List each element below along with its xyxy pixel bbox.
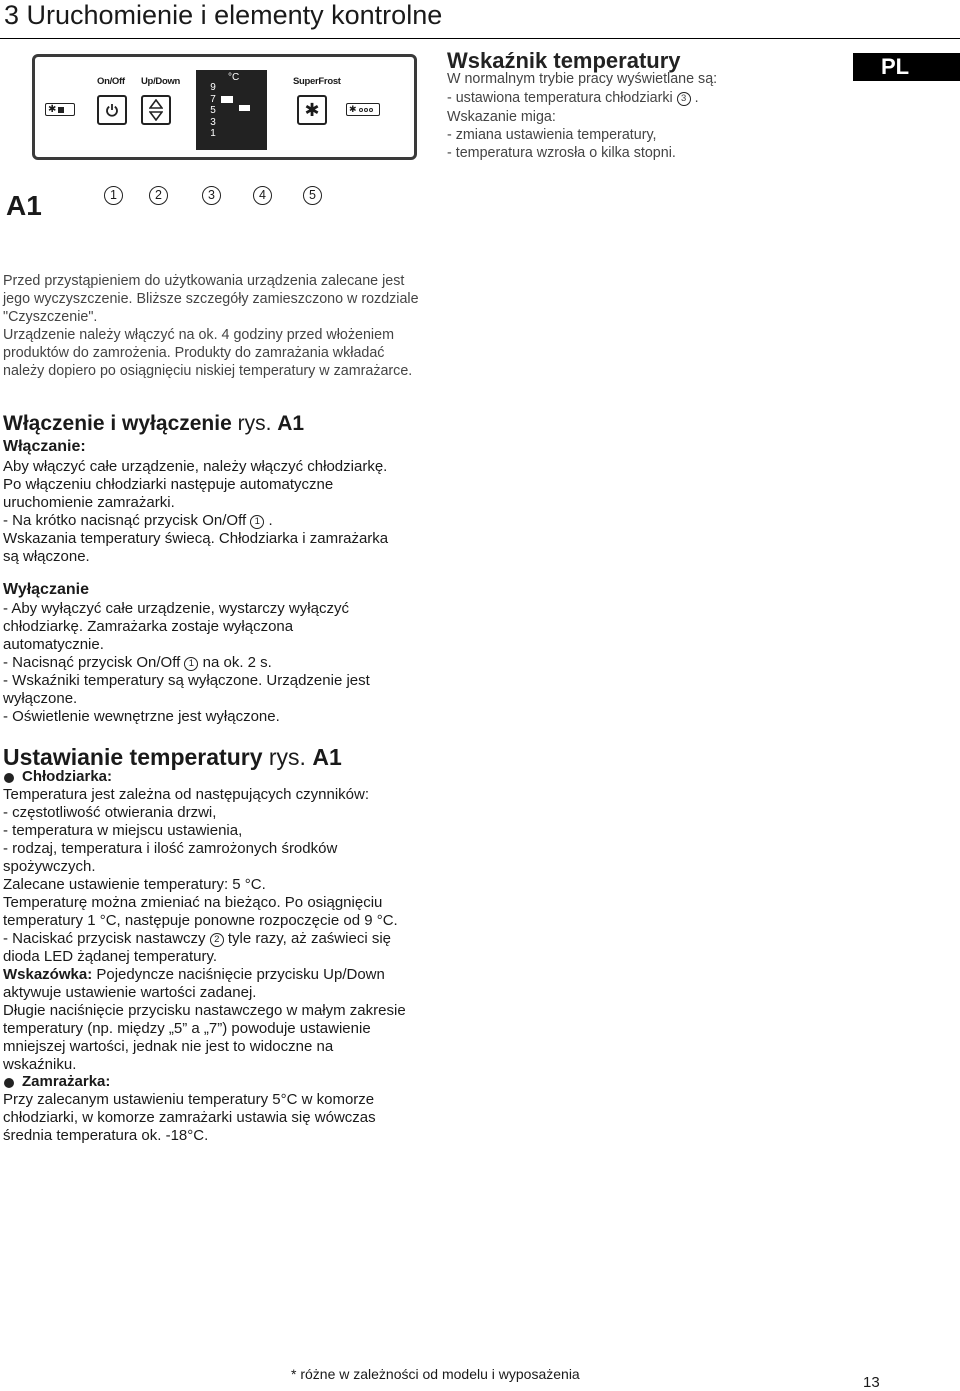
body-line: - Na krótko nacisnąć przycisk On/Off 1 . <box>3 512 273 529</box>
body-line: - częstotliwość otwierania drzwi, <box>3 804 217 821</box>
body-line: temperatury (np. między „5” a „7”) powoduje ustawienie <box>3 1020 371 1037</box>
ref-circle: 1 <box>184 657 198 671</box>
tip-line <box>3 966 385 984</box>
superfrost-button <box>297 95 327 125</box>
figure-label: A1 <box>6 190 42 221</box>
freezer-subheading: Zamrażarka: <box>22 1073 111 1090</box>
temperature-display <box>196 70 267 150</box>
body-line-text: - Naciskać przycisk nastawczy <box>3 930 206 947</box>
body-line: Temperatura jest zależna od następujących czynników: <box>3 786 370 803</box>
led-indicator <box>239 105 250 111</box>
callout-3: 3 <box>202 186 221 205</box>
body-line: temperatury 1 °C, następuje ponowne rozpoczęcie od 9 °C. <box>3 912 398 929</box>
body-line: chłodziarkę. Zamrażarka zostaje wyłączona <box>3 618 294 635</box>
temperature-scale <box>208 82 218 140</box>
ref-circle: 1 <box>250 515 264 529</box>
intro-line: jego wyczyszczenie. Bliższe szczegóły zamieszczono w rozdziale <box>3 291 419 307</box>
body-line: średnia temperatura ok. -18°C. <box>3 1127 209 1144</box>
indicator-line: Wskazanie miga: <box>447 109 556 125</box>
header-rule <box>0 38 960 39</box>
power-icon <box>105 103 119 117</box>
tip-label: Wskazówka: <box>3 966 93 983</box>
scale-value: 3 <box>210 116 216 128</box>
body-line: Aby włączyć całe urządzenie, należy włączyć chłodziarkę. <box>3 458 388 475</box>
tip-text: Pojedyncze naciśnięcie przycisku Up/Down <box>92 966 385 983</box>
indicator-line: - zmiana ustawienia temperatury, <box>447 127 657 143</box>
switch-on-heading: Włączanie: <box>3 438 86 455</box>
intro-line: należy dopiero po osiągnięciu niskiej temperatury w zamrażarce. <box>3 363 413 379</box>
intro-line: produktów do zamrożenia. Produkty do zamrażania wkładać <box>3 345 385 361</box>
body-line: Temperaturę można zmieniać na bieżąco. Po osiągnięciu <box>3 894 383 911</box>
footer-note: * różne w zależności od modelu i wyposażenia <box>291 1366 580 1382</box>
fridge-indicator-icon: ✱ <box>45 103 75 116</box>
body-line: - temperatura w miejscu ustawienia, <box>3 822 243 839</box>
switch-off-heading: Wyłączanie <box>3 581 89 598</box>
page-title: 3 Uruchomienie i elementy kontrolne <box>4 0 443 30</box>
led-indicator <box>221 96 233 103</box>
body-line: aktywuje ustawienie wartości zadanej. <box>3 984 257 1001</box>
body-line: Przy zalecanym ustawieniu temperatury 5°C w komorze <box>3 1091 375 1108</box>
fridge-subheading: Chłodziarka: <box>22 768 113 785</box>
indicator-heading: Wskaźnik temperatury <box>447 48 681 73</box>
body-line <box>3 654 272 672</box>
scale-value: 7 <box>210 93 216 105</box>
body-line-text: - Nacisnąć przycisk On/Off <box>3 654 181 671</box>
body-line: Długie naciśnięcie przycisku nastawczego w małym zakresie <box>3 1002 406 1019</box>
body-line: - rodzaj, temperatura i ilość zamrożonych środków <box>3 840 338 857</box>
body-line: automatycznie. <box>3 636 104 653</box>
scale-value: 5 <box>210 105 216 116</box>
callout-1: 1 <box>104 186 123 205</box>
indicator-line-text: - ustawiona temperatura chłodziarki <box>447 90 673 106</box>
body-line: Wskazania temperatury świecą. Chłodziarka i zamrażarka <box>3 530 389 547</box>
body-line-text: tyle razy, aż zaświeci się <box>223 930 391 947</box>
onoff-button <box>97 95 127 125</box>
intro-line: Przed przystąpieniem do użytkowania urządzenia zalecane jest <box>3 273 405 289</box>
heading-bold: Ustawianie temperatury <box>3 744 263 770</box>
body-line: chłodziarki, w komorze zamrażarki ustawia się wówczas <box>3 1109 376 1126</box>
bullet-icon <box>4 773 14 783</box>
snowflake-icon: ✱ <box>304 100 320 120</box>
freezer-indicator-icon: ✱ <box>346 103 380 116</box>
scale-value: 9 <box>210 82 216 93</box>
body-line: - Wskaźniki temperatury są wyłączone. Urządzenie jest <box>3 672 370 689</box>
language-code: PL <box>881 54 910 79</box>
intro-line: Urządzenie należy włączyć na ok. 4 godziny przed włożeniem <box>3 327 394 343</box>
indicator-line: - ustawiona temperatura chłodziarki 3 . <box>447 90 699 106</box>
body-line: dioda LED żądanej temperatury. <box>3 948 218 965</box>
body-line: Po włączeniu chłodziarki następuje automatyczne <box>3 476 334 493</box>
body-line: są włączone. <box>3 548 90 565</box>
indicator-line: - temperatura wzrosła o kilka stopni. <box>447 145 676 161</box>
onoff-label: On/Off <box>97 76 125 87</box>
up-down-arrows-icon <box>149 99 163 121</box>
page-number: 13 <box>863 1374 880 1391</box>
temperature-section-heading <box>3 744 342 770</box>
body-line <box>3 930 391 948</box>
body-line-text: na ok. 2 s. <box>198 654 272 671</box>
ref-circle: 2 <box>210 933 224 947</box>
onoff-section-heading <box>3 412 304 436</box>
callout-4: 4 <box>253 186 272 205</box>
unit-label: °C <box>228 72 240 83</box>
heading-rys: rys. <box>262 744 313 770</box>
heading-bold: Włączenie i wyłączenie <box>3 412 232 435</box>
heading-rys: rys. <box>231 412 278 435</box>
updown-button <box>141 95 171 125</box>
callout-2: 2 <box>149 186 168 205</box>
body-line: - Aby wyłączyć całe urządzenie, wystarczy wyłączyć <box>3 600 349 617</box>
language-tab <box>853 53 960 81</box>
body-line: uruchomienie zamrażarki. <box>3 494 175 511</box>
body-line: wskaźniku. <box>3 1056 77 1073</box>
heading-ref: A1 <box>312 744 342 770</box>
body-line: wyłączone. <box>3 690 78 707</box>
body-line: Zalecane ustawienie temperatury: 5 °C. <box>3 876 266 893</box>
body-line: mniejszej wartości, jednak nie jest to widoczne na <box>3 1038 334 1055</box>
updown-label: Up/Down <box>141 76 181 87</box>
heading-ref: A1 <box>277 412 305 435</box>
body-line-text: - Na krótko nacisnąć przycisk On/Off <box>3 512 247 529</box>
callout-5: 5 <box>303 186 322 205</box>
superfrost-label: SuperFrost <box>293 76 341 87</box>
scale-value: 1 <box>210 128 216 139</box>
bullet-icon <box>4 1078 14 1088</box>
body-line: spożywczych. <box>3 858 96 875</box>
indicator-line: W normalnym trybie pracy wyświetlane są: <box>447 71 718 87</box>
ref-circle: 3 <box>677 92 691 106</box>
body-line: - Oświetlenie wewnętrzne jest wyłączone. <box>3 708 280 725</box>
intro-line: "Czyszczenie". <box>3 309 98 325</box>
